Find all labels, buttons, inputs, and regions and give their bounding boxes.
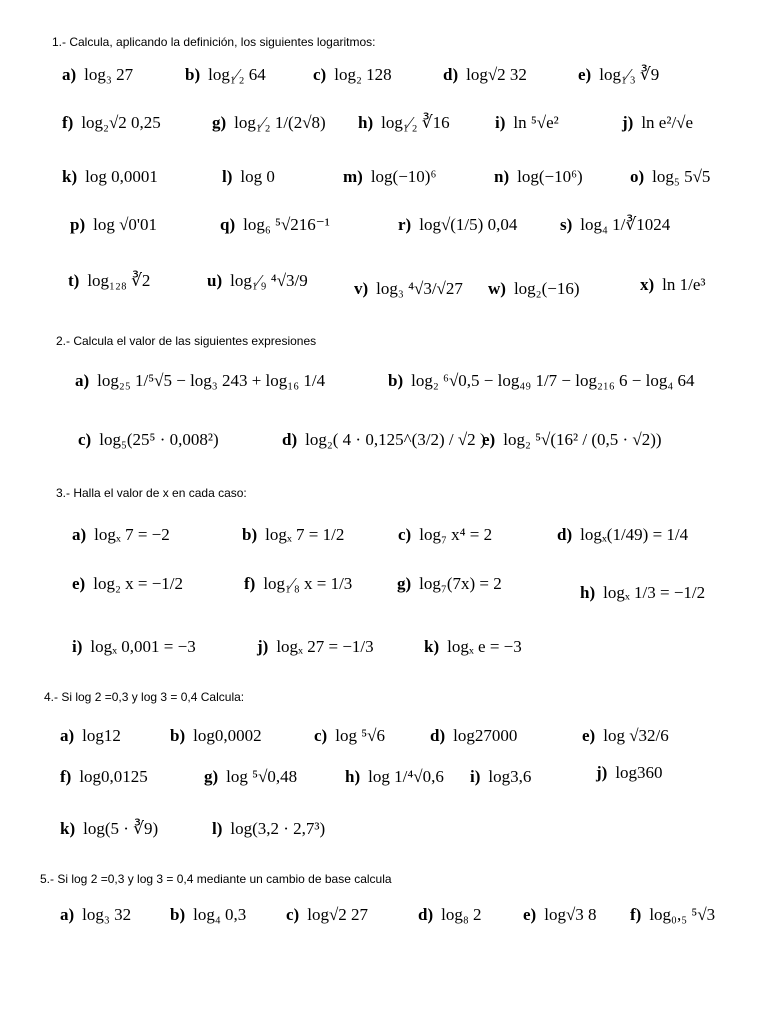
- exercise-label: g): [204, 767, 219, 786]
- exercise-label: k): [424, 637, 440, 656]
- exercise-3e: [72, 575, 183, 592]
- exercise-label: p): [70, 215, 86, 234]
- exercise-expression: log₄ 0,3: [193, 905, 247, 924]
- exercise-expression: log 0: [240, 167, 275, 186]
- section-2-heading: 2.- Calcula el valor de las siguientes expresiones: [56, 334, 317, 348]
- exercise-expression: log₂ x = −1/2: [93, 574, 184, 593]
- exercise-label: c): [398, 525, 412, 544]
- exercise-label: c): [286, 905, 300, 924]
- exercise-label: b): [170, 905, 186, 924]
- exercise-label: v): [354, 279, 369, 298]
- exercise-expression: log₁⁄₂ 64: [208, 65, 266, 84]
- exercise-label: b): [185, 65, 201, 84]
- exercise-expression: log₂√2 0,25: [81, 113, 161, 132]
- exercise-expression: logₓ 1/3 = −1/2: [603, 583, 706, 602]
- exercise-label: d): [418, 905, 434, 924]
- exercise-label: b): [242, 525, 258, 544]
- exercise-expression: log√2 32: [466, 65, 527, 84]
- exercise-1o: [630, 168, 710, 185]
- exercise-expression: log₈ 2: [441, 905, 482, 924]
- exercise-label: f): [244, 574, 256, 593]
- exercise-1c: [313, 66, 392, 83]
- exercise-1x: [640, 276, 706, 293]
- exercise-1u: [207, 272, 308, 289]
- exercise-label: m): [343, 167, 363, 186]
- exercise-label: e): [482, 430, 496, 449]
- exercise-label: c): [313, 65, 327, 84]
- exercise-label: e): [582, 726, 596, 745]
- exercise-4i: [470, 768, 531, 785]
- exercise-1i: [495, 114, 559, 131]
- exercise-1j: [622, 114, 693, 131]
- exercise-label: a): [62, 65, 77, 84]
- exercise-label: c): [78, 430, 92, 449]
- exercise-label: g): [212, 113, 227, 132]
- exercise-expression: log₅ 5√5: [652, 167, 711, 186]
- exercise-expression: log√(1/5) 0,04: [419, 215, 518, 234]
- exercise-label: l): [212, 819, 223, 838]
- exercise-2e: [482, 431, 662, 448]
- exercise-3d: [557, 526, 688, 543]
- exercise-2d: [282, 431, 486, 448]
- exercise-label: a): [75, 371, 90, 390]
- exercise-1t: [68, 272, 150, 289]
- exercise-5e: [523, 906, 597, 923]
- exercise-5d: [418, 906, 482, 923]
- exercise-label: b): [388, 371, 404, 390]
- exercise-expression: ln 1/e³: [662, 275, 706, 294]
- exercise-expression: log₂ 128: [334, 65, 392, 84]
- exercise-4e: [582, 727, 669, 744]
- exercise-label: h): [580, 583, 596, 602]
- exercise-label: w): [488, 279, 506, 298]
- exercise-label: o): [630, 167, 645, 186]
- exercise-expression: log(3,2 · 2,7³): [230, 819, 326, 838]
- exercise-5a: [60, 906, 131, 923]
- exercise-label: f): [62, 113, 74, 132]
- exercise-expression: logₓ e = −3: [447, 637, 522, 656]
- exercise-2b: [388, 372, 695, 389]
- exercise-label: i): [470, 767, 481, 786]
- exercise-expression: log₂(−16): [513, 279, 580, 298]
- exercise-expression: log₁⁄₂ 1/(2√8): [234, 113, 326, 132]
- exercise-expression: log(−10⁶): [517, 167, 583, 186]
- exercise-1l: [222, 168, 275, 185]
- exercise-label: n): [494, 167, 510, 186]
- exercise-expression: ln ⁵√e²: [513, 113, 559, 132]
- exercise-5f: [630, 906, 715, 923]
- exercise-1e: [578, 66, 659, 83]
- exercise-expression: logₓ 7 = −2: [94, 525, 170, 544]
- exercise-expression: log₇ x⁴ = 2: [419, 525, 493, 544]
- exercise-1h: [358, 114, 450, 131]
- exercise-label: x): [640, 275, 655, 294]
- exercise-label: d): [282, 430, 298, 449]
- exercise-label: l): [222, 167, 233, 186]
- exercise-expression: log √0'01: [93, 215, 157, 234]
- exercise-expression: log₄ 1/∛1024: [580, 215, 671, 234]
- exercise-4c: [314, 727, 385, 744]
- exercise-3c: [398, 526, 492, 543]
- exercise-5b: [170, 906, 246, 923]
- exercise-4l: [212, 820, 325, 837]
- exercise-expression: log27000: [453, 726, 518, 745]
- exercise-expression: log3,6: [488, 767, 532, 786]
- exercise-label: r): [398, 215, 412, 234]
- exercise-1r: [398, 216, 517, 233]
- exercise-expression: logₓ 7 = 1/2: [265, 525, 345, 544]
- exercise-expression: log₅(25⁵ · 0,008²): [99, 430, 219, 449]
- exercise-expression: log₁⁄₈ x = 1/3: [263, 574, 353, 593]
- exercise-expression: log₂ ⁶√0,5 − log₄₉ 1/7 − log₂₁₆ 6 − log₄ 64: [411, 371, 695, 390]
- exercise-1v: [354, 280, 463, 297]
- exercise-4k: [60, 820, 158, 837]
- exercise-expression: log360: [615, 763, 663, 782]
- exercise-expression: log₁₂₈ ∛2: [87, 271, 151, 290]
- exercise-label: i): [495, 113, 506, 132]
- exercise-4h: [345, 768, 444, 785]
- exercise-3a: [72, 526, 170, 543]
- exercise-label: s): [560, 215, 573, 234]
- exercise-1m: [343, 168, 436, 185]
- exercise-1n: [494, 168, 583, 185]
- exercise-label: j): [622, 113, 634, 132]
- section-1-heading: 1.- Calcula, aplicando la definición, los siguientes logaritmos:: [52, 35, 376, 49]
- section-4-heading: 4.- Si log 2 =0,3 y log 3 = 0,4 Calcula:: [44, 690, 245, 704]
- exercise-label: d): [557, 525, 573, 544]
- exercise-1a: [62, 66, 133, 83]
- exercise-3b: [242, 526, 344, 543]
- exercise-3h: [580, 584, 705, 601]
- exercise-label: a): [72, 525, 87, 544]
- exercise-expression: log₆ ⁵√216⁻¹: [243, 215, 330, 234]
- exercise-expression: logₓ(1/49) = 1/4: [580, 525, 689, 544]
- exercise-label: a): [60, 905, 75, 924]
- exercise-4f: [60, 768, 148, 785]
- exercise-expression: log₃ ⁴√3/√27: [376, 279, 463, 298]
- exercise-expression: log₂ ⁵√(16² / (0,5 · √2)): [503, 430, 662, 449]
- exercise-expression: log(5 · ∛9): [83, 819, 159, 838]
- exercise-label: q): [220, 215, 236, 234]
- exercise-label: a): [60, 726, 75, 745]
- section-5-heading: 5.- Si log 2 =0,3 y log 3 = 0,4 mediante un cambio de base calcula: [40, 872, 392, 886]
- exercise-expression: log₁⁄₉ ⁴√3/9: [230, 271, 308, 290]
- exercise-expression: log √32/6: [603, 726, 669, 745]
- exercise-label: e): [578, 65, 592, 84]
- exercise-label: e): [72, 574, 86, 593]
- exercise-expression: log₂₅ 1/⁵√5 − log₃ 243 + log₁₆ 1/4: [97, 371, 326, 390]
- section-3-heading: 3.- Halla el valor de x en cada caso:: [56, 486, 247, 500]
- exercise-label: t): [68, 271, 80, 290]
- exercise-5c: [286, 906, 368, 923]
- exercise-label: f): [630, 905, 642, 924]
- exercise-expression: log ⁵√6: [335, 726, 385, 745]
- exercise-label: g): [397, 574, 412, 593]
- exercise-3f: [244, 575, 352, 592]
- exercise-expression: log₁⁄₃ ∛9: [599, 65, 660, 84]
- exercise-label: e): [523, 905, 537, 924]
- exercise-expression: log(−10)⁶: [370, 167, 437, 186]
- exercise-expression: log0,0125: [79, 767, 148, 786]
- exercise-3j: [257, 638, 374, 655]
- exercise-label: k): [62, 167, 78, 186]
- exercise-1q: [220, 216, 330, 233]
- exercise-label: j): [257, 637, 269, 656]
- exercise-label: c): [314, 726, 328, 745]
- exercise-1g: [212, 114, 326, 131]
- exercise-expression: log₂( 4 · 0,125^(3/2) / √2 ): [305, 430, 486, 449]
- exercise-expression: log₀,₅ ⁵√3: [649, 905, 716, 924]
- exercise-label: u): [207, 271, 223, 290]
- exercise-1p: [70, 216, 157, 233]
- exercise-expression: log 1/⁴√0,6: [368, 767, 444, 786]
- exercise-expression: ln e²/√e: [641, 113, 694, 132]
- exercise-1s: [560, 216, 670, 233]
- exercise-label: h): [358, 113, 374, 132]
- exercise-expression: log ⁵√0,48: [226, 767, 298, 786]
- exercise-label: b): [170, 726, 186, 745]
- exercise-4d: [430, 727, 517, 744]
- exercise-3k: [424, 638, 522, 655]
- exercise-expression: log12: [82, 726, 121, 745]
- exercise-expression: log0,0002: [193, 726, 262, 745]
- exercise-1k: [62, 168, 158, 185]
- exercise-label: f): [60, 767, 72, 786]
- exercise-expression: log₇(7x) = 2: [419, 574, 502, 593]
- exercise-expression: log√3 8: [544, 905, 597, 924]
- exercise-expression: log₁⁄₂ ∛16: [381, 113, 450, 132]
- exercise-expression: log₃ 27: [84, 65, 134, 84]
- exercise-expression: log₃ 32: [82, 905, 132, 924]
- exercise-3g: [397, 575, 502, 592]
- exercise-3i: [72, 638, 196, 655]
- exercise-2a: [75, 372, 325, 389]
- exercise-expression: logₓ 27 = −1/3: [276, 637, 374, 656]
- exercise-2c: [78, 431, 219, 448]
- exercise-label: d): [430, 726, 446, 745]
- exercise-expression: logₓ 0,001 = −3: [90, 637, 196, 656]
- exercise-expression: log√2 27: [307, 905, 369, 924]
- exercise-4a: [60, 727, 121, 744]
- exercise-1w: [488, 280, 580, 297]
- exercise-label: k): [60, 819, 76, 838]
- exercise-expression: log 0,0001: [85, 167, 158, 186]
- exercise-4b: [170, 727, 262, 744]
- exercise-label: h): [345, 767, 361, 786]
- exercise-1b: [185, 66, 266, 83]
- exercise-label: j): [596, 763, 608, 782]
- exercise-label: i): [72, 637, 83, 656]
- exercise-4j: [596, 764, 663, 781]
- exercise-4g: [204, 768, 297, 785]
- exercise-1d: [443, 66, 527, 83]
- exercise-label: d): [443, 65, 459, 84]
- exercise-1f: [62, 114, 161, 131]
